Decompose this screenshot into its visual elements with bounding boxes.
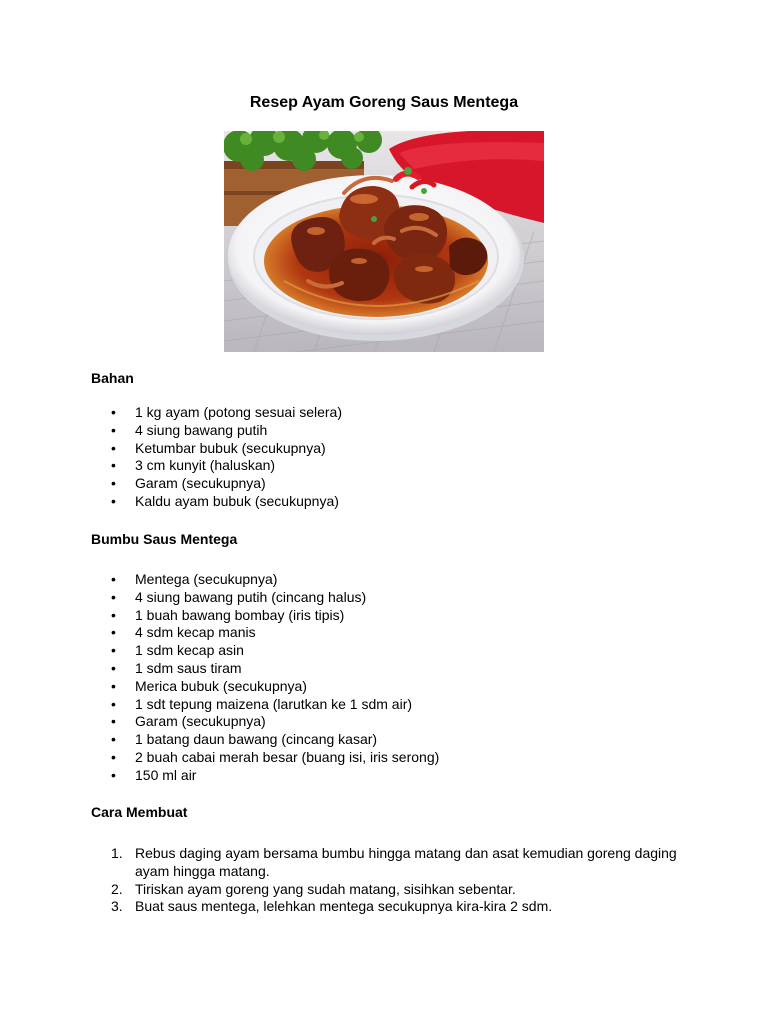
- bumbu-list: [111, 571, 439, 785]
- list-item: • 4 siung bawang putih (cincang halus): [111, 588, 367, 605]
- page-title: Resep Ayam Goreng Saus Mentega: [249, 94, 519, 111]
- list-item: • Kaldu ayam bubuk (secukupnya): [111, 492, 339, 509]
- list-item: • 1 batang daun bawang (cincang kasar): [111, 731, 378, 748]
- section-heading-bahan: Bahan: [91, 370, 134, 386]
- list-item: • Ketumbar bubuk (secukupnya): [111, 439, 326, 456]
- list-item: • Garam (secukupnya): [111, 475, 266, 492]
- list-item: • Mentega (secukupnya): [111, 571, 278, 587]
- list-item: • 1 buah bawang bombay (iris tipis): [111, 606, 345, 623]
- step-item: 2. Tiriskan ayam goreng yang sudah matang, sisihkan sebentar.: [111, 880, 516, 897]
- list-item: • 1 sdm kecap asin: [111, 642, 244, 659]
- list-item: • 1 sdt tepung maizena (larutkan ke 1 sdm air): [111, 695, 413, 712]
- list-item: • 150 ml air: [111, 766, 197, 783]
- list-item: • Garam (secukupnya): [111, 713, 266, 730]
- list-item: • 1 kg ayam (potong sesuai selera): [111, 404, 342, 420]
- list-item: • 4 siung bawang putih: [111, 421, 268, 438]
- cara-steps-list: [111, 845, 691, 916]
- list-item: • 2 buah cabai merah besar (buang isi, iris serong): [111, 748, 440, 765]
- list-item: • 3 cm kunyit (haluskan): [111, 457, 276, 474]
- list-item: • 1 sdm saus tiram: [111, 659, 242, 676]
- bahan-list: [111, 404, 342, 511]
- fried-chicken-photo-icon: [224, 131, 544, 352]
- recipe-photo: [224, 131, 544, 352]
- section-heading-cara: Cara Membuat: [91, 804, 188, 820]
- section-heading-bumbu: Bumbu Saus Mentega: [91, 531, 238, 547]
- step-item: 1. Rebus daging ayam bersama bumbu hingga matang dan asat kemudian goreng daging ayam hingga matang.: [111, 845, 677, 879]
- step-item: 3. Buat saus mentega, lelehkan mentega secukupnya kira-kira 2 sdm.: [111, 898, 553, 915]
- list-item: • Merica bubuk (secukupnya): [111, 677, 307, 694]
- list-item: • 4 sdm kecap manis: [111, 624, 256, 641]
